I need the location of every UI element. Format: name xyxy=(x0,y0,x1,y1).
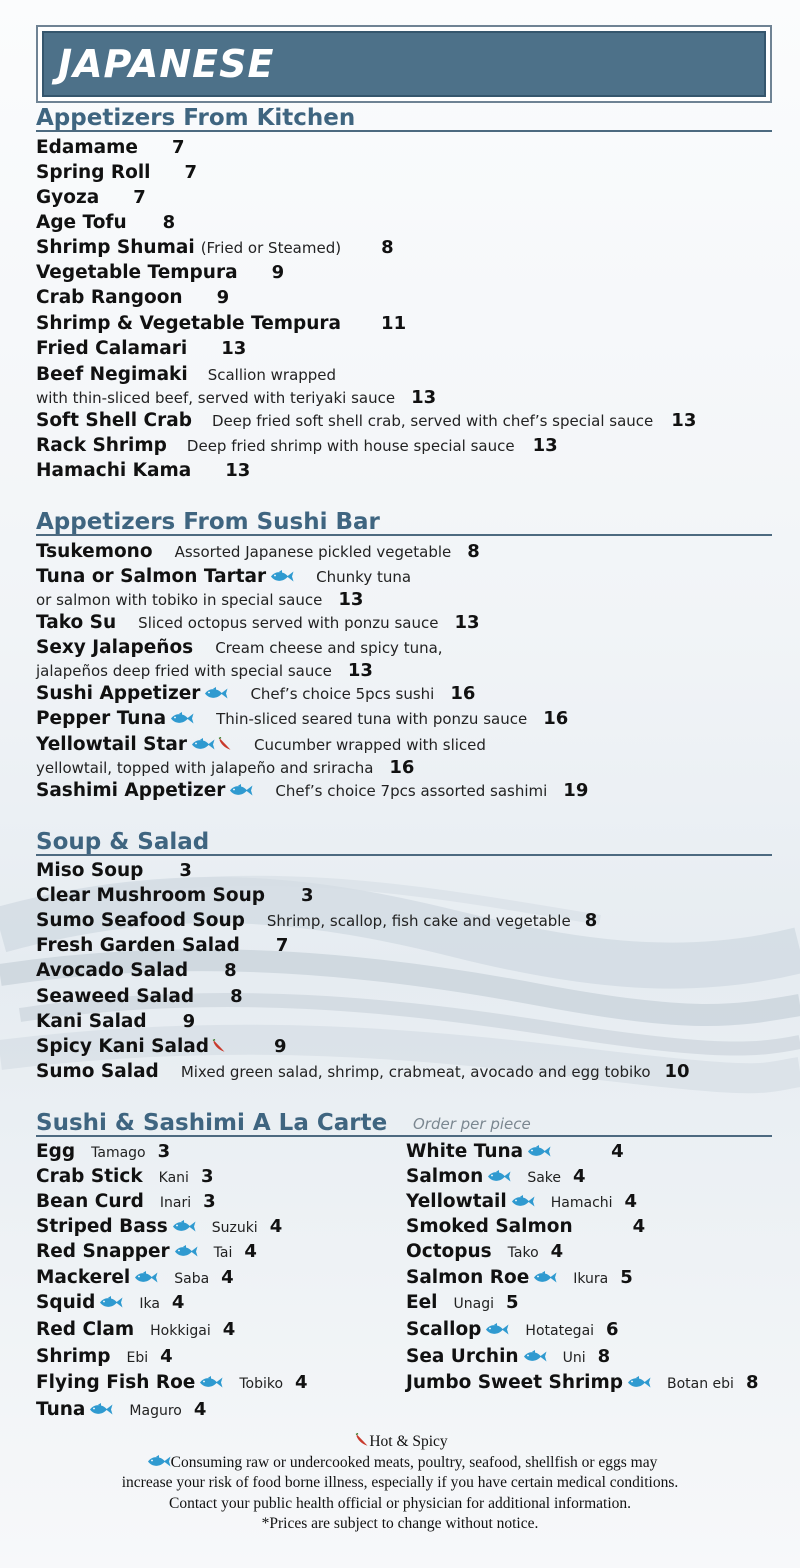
item-name: Salmon Roe xyxy=(406,1267,530,1288)
item-name: Sexy Jalapeños xyxy=(36,637,194,658)
item-price: 13 xyxy=(532,435,558,456)
fish-icon xyxy=(89,1402,113,1415)
fish-icon xyxy=(485,1322,509,1335)
item-price: 9 xyxy=(182,1011,196,1032)
item-name: Miso Soup xyxy=(36,860,144,881)
item-price: 4 xyxy=(171,1292,185,1313)
fish-icon xyxy=(191,737,215,750)
item-name: Spicy Kani Salad xyxy=(36,1036,210,1057)
menu-item xyxy=(406,1243,563,1262)
menu-item xyxy=(36,1038,287,1056)
item-name: Flying Fish Roe xyxy=(36,1372,196,1393)
menu-item xyxy=(36,736,486,754)
item-price: 4 xyxy=(193,1399,207,1420)
menu-item xyxy=(36,1374,308,1393)
menu-item xyxy=(36,462,250,480)
item-name: Hamachi Kama xyxy=(36,460,192,481)
fish-icon xyxy=(174,1244,198,1257)
item-name: Mackerel xyxy=(36,1267,131,1288)
menu-item xyxy=(406,1374,758,1393)
item-name: Pepper Tuna xyxy=(36,708,167,729)
menu-item xyxy=(36,289,229,307)
item-name: Shrimp Shumai xyxy=(36,237,195,258)
item-name: Sumo Seafood Soup xyxy=(36,910,245,931)
menu-item xyxy=(36,412,696,430)
item-price: 4 xyxy=(160,1346,173,1367)
item-japanese-name: Uni xyxy=(562,1350,586,1366)
fish-icon xyxy=(270,569,294,582)
menu-item xyxy=(36,988,243,1006)
raw-warning-line-2: increase your risk of food borne illness, especially if you have certain medical conditions. xyxy=(121,1474,679,1491)
item-name: Clear Mushroom Soup xyxy=(36,885,265,906)
item-price: 16 xyxy=(450,683,476,704)
menu-item xyxy=(406,1294,519,1313)
fish-icon xyxy=(99,1295,123,1308)
item-price: 9 xyxy=(274,1036,287,1057)
section-title: Appetizers From Kitchen xyxy=(36,105,356,131)
pepper-icon xyxy=(218,737,232,751)
item-price: 4 xyxy=(573,1166,586,1187)
item-price: 8 xyxy=(230,986,243,1007)
item-description: Chunky tuna xyxy=(316,568,412,586)
section-header-appetizers_sushi xyxy=(36,508,772,536)
item-description-continued: or salmon with tobiko in special sauce xyxy=(36,591,323,609)
menu-item xyxy=(36,189,146,207)
menu-item xyxy=(36,782,588,800)
item-name: Tuna xyxy=(36,1399,86,1420)
section-note: Order per piece xyxy=(413,1115,531,1133)
menu-item xyxy=(36,340,246,358)
item-price: 7 xyxy=(171,137,185,158)
item-price: 13 xyxy=(338,589,364,610)
menu-item xyxy=(36,543,480,561)
menu-item xyxy=(36,1348,173,1367)
item-name: Vegetable Tempura xyxy=(36,262,238,283)
fish-icon xyxy=(170,711,194,724)
item-name: Yellowtail xyxy=(406,1191,507,1212)
item-price: 5 xyxy=(620,1267,633,1288)
fish-icon xyxy=(627,1375,651,1388)
item-price: 3 xyxy=(179,860,192,881)
item-name: Crab Stick xyxy=(36,1166,143,1187)
item-japanese-name: Tai xyxy=(213,1245,233,1261)
fish-icon xyxy=(147,1454,171,1467)
menu-item xyxy=(406,1143,624,1161)
item-price: 4 xyxy=(550,1241,564,1262)
title-banner xyxy=(36,25,772,103)
item-japanese-name: Hokkigai xyxy=(150,1323,211,1339)
item-price: 4 xyxy=(269,1216,283,1237)
menu-item xyxy=(36,1269,234,1288)
page-title: JAPANESE xyxy=(58,42,275,86)
menu-item xyxy=(36,639,443,657)
item-japanese-name: Inari xyxy=(159,1195,192,1211)
item-japanese-name: Saba xyxy=(174,1271,210,1287)
item-name: Spring Roll xyxy=(36,162,151,183)
menu-item-continued xyxy=(36,387,436,408)
item-japanese-name: Botan ebi xyxy=(667,1376,734,1392)
item-name: Crab Rangoon xyxy=(36,287,183,308)
menu-item xyxy=(36,1143,170,1162)
menu-item xyxy=(36,164,197,182)
item-description: Shrimp, scallop, fish cake and vegetable xyxy=(266,912,571,930)
item-price: 7 xyxy=(275,935,289,956)
menu-item xyxy=(36,1193,216,1212)
item-price: 8 xyxy=(467,541,480,562)
item-japanese-name: Ikura xyxy=(573,1271,609,1287)
footer-notes xyxy=(0,1432,800,1535)
hot-spicy-legend xyxy=(0,1432,800,1453)
item-name: Shrimp & Vegetable Tempura xyxy=(36,313,342,334)
fish-icon xyxy=(229,783,253,796)
item-price: 3 xyxy=(157,1141,171,1162)
item-japanese-name: Tamago xyxy=(91,1145,146,1161)
item-name: Fried Calamari xyxy=(36,338,188,359)
item-description: Chef’s choice 5pcs sushi xyxy=(250,685,435,703)
item-price: 3 xyxy=(200,1166,214,1187)
item-name: Yellowtail Star xyxy=(36,734,187,755)
fish-icon xyxy=(527,1144,551,1157)
menu-item xyxy=(36,1063,690,1081)
item-japanese-name: Kani xyxy=(158,1170,189,1186)
menu-item-continued xyxy=(36,589,363,610)
fish-icon xyxy=(511,1194,535,1207)
item-price: 9 xyxy=(271,262,285,283)
fish-icon xyxy=(134,1270,158,1283)
item-price: 8 xyxy=(745,1372,759,1393)
hot-spicy-label: Hot & Spicy xyxy=(369,1433,448,1450)
menu-item xyxy=(36,239,394,257)
item-price: 9 xyxy=(216,287,230,308)
fish-icon xyxy=(487,1169,511,1182)
item-description: (Fried or Steamed) xyxy=(200,239,342,257)
fish-icon xyxy=(533,1270,557,1283)
menu-item xyxy=(36,962,237,980)
item-name: Salmon xyxy=(406,1166,484,1187)
item-price: 16 xyxy=(389,757,415,778)
item-price: 4 xyxy=(244,1241,257,1262)
item-name: Sumo Salad xyxy=(36,1061,159,1082)
menu-item xyxy=(36,862,192,880)
item-price: 4 xyxy=(611,1141,624,1162)
item-price: 19 xyxy=(563,780,589,801)
item-name: Red Clam xyxy=(36,1319,135,1340)
menu-item xyxy=(36,710,568,728)
menu-item xyxy=(36,437,558,455)
item-description: Deep fried shrimp with house special sauce xyxy=(186,437,515,455)
item-description: Cucumber wrapped with sliced xyxy=(253,736,486,754)
item-price: 5 xyxy=(506,1292,519,1313)
item-japanese-name: Sake xyxy=(527,1170,561,1186)
item-price: 13 xyxy=(221,338,247,359)
menu-item xyxy=(36,1243,257,1262)
section-header-soup_salad xyxy=(36,828,772,856)
raw-warning-line-1 xyxy=(0,1453,800,1474)
item-price: 13 xyxy=(411,387,437,408)
menu-item xyxy=(36,685,475,703)
item-price: 7 xyxy=(133,187,146,208)
item-name: Avocado Salad xyxy=(36,960,189,981)
section-title: Soup & Salad xyxy=(36,829,210,855)
item-name: Seaweed Salad xyxy=(36,986,195,1007)
item-price: 4 xyxy=(222,1319,236,1340)
raw-warning-line-3: Contact your public health official or physician for additional information. xyxy=(168,1494,631,1512)
item-price: 8 xyxy=(162,212,176,233)
item-price: 8 xyxy=(381,237,394,258)
item-name: Squid xyxy=(36,1292,96,1313)
item-name: Tsukemono xyxy=(36,541,153,562)
menu-item xyxy=(36,1401,206,1420)
menu-item xyxy=(36,1218,282,1237)
item-name: Jumbo Sweet Shrimp xyxy=(406,1372,623,1393)
item-japanese-name: Hotategai xyxy=(525,1323,595,1339)
item-description: Sliced octopus served with ponzu sauce xyxy=(138,614,439,632)
item-price: 6 xyxy=(606,1319,619,1340)
item-japanese-name: Suzuki xyxy=(211,1220,258,1236)
item-price: 13 xyxy=(347,660,373,681)
item-name: Kani Salad xyxy=(36,1011,147,1032)
section-header-a_la_carte xyxy=(36,1109,772,1137)
section-header-appetizers_kitchen xyxy=(36,104,772,132)
item-japanese-name: Tako xyxy=(507,1245,539,1261)
menu-item xyxy=(36,315,406,333)
item-name: Edamame xyxy=(36,137,138,158)
item-description: Mixed green salad, shrimp, crabmeat, avocado and egg tobiko xyxy=(180,1063,651,1081)
item-name: Red Snapper xyxy=(36,1241,170,1262)
item-japanese-name: Tobiko xyxy=(239,1376,284,1392)
raw-warning-text: Consuming raw or undercooked meats, poultry, seafood, shellfish or eggs may xyxy=(170,1453,658,1471)
menu-item xyxy=(406,1321,619,1340)
item-price: 7 xyxy=(184,162,198,183)
menu-item xyxy=(406,1168,586,1187)
item-price: 4 xyxy=(221,1267,234,1288)
menu-item xyxy=(36,1013,195,1031)
menu-item xyxy=(36,937,288,955)
section-title: Appetizers From Sushi Bar xyxy=(36,509,380,535)
menu-item xyxy=(36,1321,235,1340)
menu-item xyxy=(406,1348,610,1367)
item-description-continued: jalapeños deep fried with special sauce xyxy=(36,662,332,680)
item-price: 3 xyxy=(203,1191,216,1212)
item-description: Deep fried soft shell crab, served with chef’s special sauce xyxy=(211,412,654,430)
item-name: Soft Shell Crab xyxy=(36,410,192,431)
item-japanese-name: Ebi xyxy=(126,1350,149,1366)
menu-item xyxy=(36,912,597,930)
item-name: Octopus xyxy=(406,1241,492,1262)
item-price: 13 xyxy=(454,612,480,633)
item-japanese-name: Hamachi xyxy=(550,1195,613,1211)
item-name: Rack Shrimp xyxy=(36,435,167,456)
item-price: 8 xyxy=(584,910,598,931)
item-price: 13 xyxy=(225,460,251,481)
item-name: Gyoza xyxy=(36,187,100,208)
menu-item xyxy=(406,1269,633,1288)
item-name: Sashimi Appetizer xyxy=(36,780,226,801)
item-name: Tako Su xyxy=(36,612,117,633)
fish-icon xyxy=(199,1375,223,1388)
item-name: Fresh Garden Salad xyxy=(36,935,240,956)
item-price: 16 xyxy=(543,708,569,729)
item-japanese-name: Unagi xyxy=(453,1296,495,1312)
item-description: Thin-sliced seared tuna with ponzu sauce xyxy=(216,710,528,728)
item-price: 3 xyxy=(300,885,314,906)
item-name: Striped Bass xyxy=(36,1216,168,1237)
item-name: Age Tofu xyxy=(36,212,127,233)
fish-icon xyxy=(204,686,228,699)
menu-item xyxy=(36,139,184,157)
menu-item xyxy=(36,264,284,282)
menu-item xyxy=(36,1168,213,1187)
item-price: 8 xyxy=(597,1346,611,1367)
fish-icon xyxy=(523,1349,547,1362)
item-name: Egg xyxy=(36,1141,76,1162)
item-price: 11 xyxy=(381,313,407,334)
item-name: Eel xyxy=(406,1292,438,1313)
item-name: Tuna or Salmon Tartar xyxy=(36,566,267,587)
item-name: Smoked Salmon xyxy=(406,1216,573,1237)
item-price: 8 xyxy=(224,960,237,981)
item-name: Sea Urchin xyxy=(406,1346,519,1367)
item-description: Cream cheese and spicy tuna, xyxy=(215,639,443,657)
menu-item xyxy=(36,366,336,384)
item-description: Assorted Japanese pickled vegetable xyxy=(174,543,452,561)
prices-note: *Prices are subject to change without notice. xyxy=(261,1515,539,1532)
item-name: White Tuna xyxy=(406,1141,524,1162)
menu-item xyxy=(36,214,175,232)
menu-item-continued xyxy=(36,660,373,681)
item-description: Scallion wrapped xyxy=(207,366,337,384)
menu-item xyxy=(36,1294,184,1313)
pepper-icon xyxy=(355,1433,369,1447)
menu-item-continued xyxy=(36,757,414,778)
item-price: 4 xyxy=(295,1372,308,1393)
item-price: 10 xyxy=(664,1061,690,1082)
item-japanese-name: Ika xyxy=(139,1296,160,1312)
fish-icon xyxy=(172,1219,196,1232)
item-description-continued: with thin-sliced beef, served with teriyaki sauce xyxy=(36,389,396,407)
item-japanese-name: Maguro xyxy=(129,1403,182,1419)
item-price: 4 xyxy=(632,1216,646,1237)
item-description-continued: yellowtail, topped with jalapeño and sriracha xyxy=(36,759,374,777)
item-name: Bean Curd xyxy=(36,1191,144,1212)
menu-item xyxy=(406,1218,645,1236)
item-description: Chef’s choice 7pcs assorted sashimi xyxy=(275,782,548,800)
item-name: Beef Negimaki xyxy=(36,364,188,385)
item-name: Scallop xyxy=(406,1319,482,1340)
item-name: Sushi Appetizer xyxy=(36,683,201,704)
menu-item xyxy=(36,887,314,905)
item-name: Shrimp xyxy=(36,1346,111,1367)
menu-item xyxy=(36,614,480,632)
menu-item xyxy=(406,1193,637,1212)
pepper-icon xyxy=(212,1039,226,1053)
item-price: 4 xyxy=(624,1191,638,1212)
section-title: Sushi & Sashimi A La Carte xyxy=(36,1110,388,1136)
menu-item xyxy=(36,568,411,586)
item-price: 13 xyxy=(671,410,697,431)
